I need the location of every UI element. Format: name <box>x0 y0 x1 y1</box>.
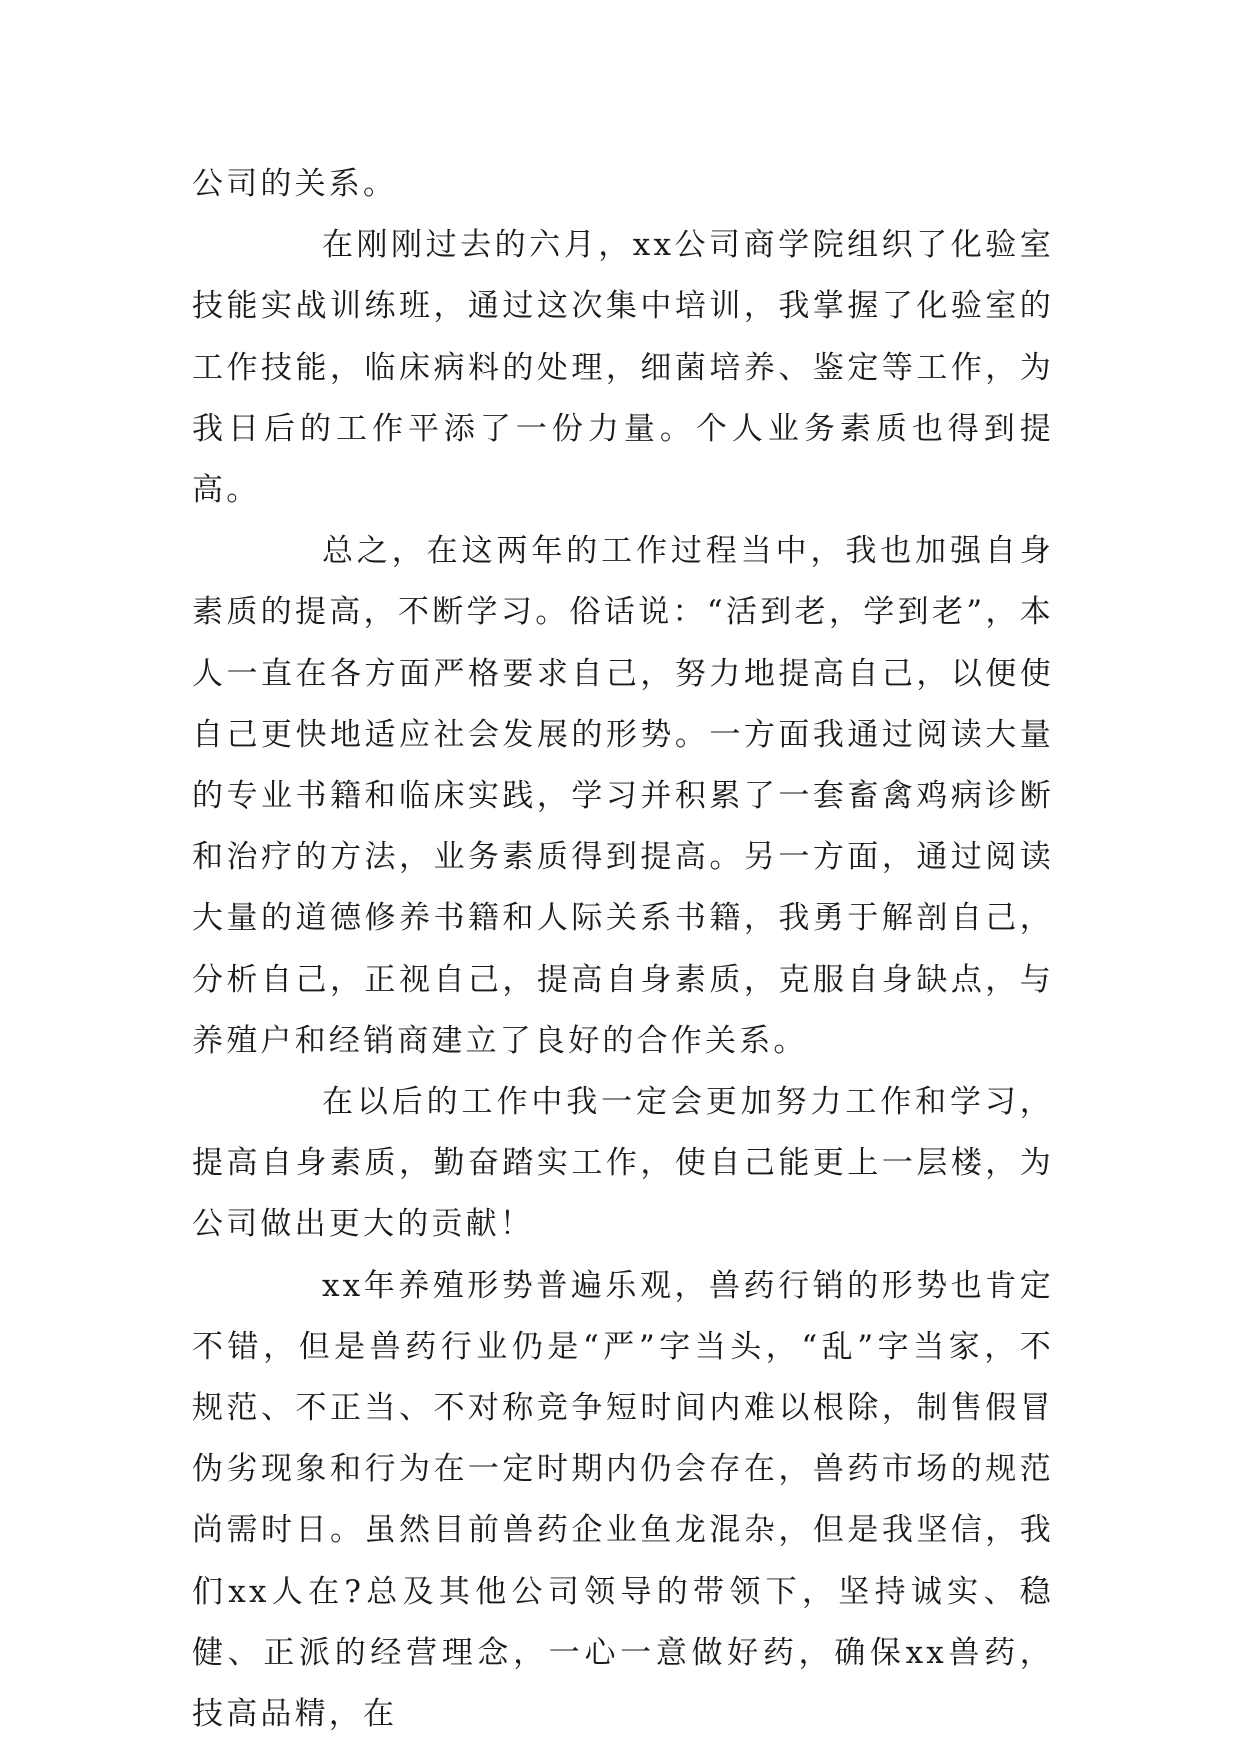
paragraph-5: xx年养殖形势普遍乐观，兽药行销的形势也肯定不错，但是兽药行业仍是“严”字当头，“乱”字当家，不规范、不正当、不对称竞争短时间内难以根除，制售假冒伪劣现象和行为在一定时期内仍会存在，兽药市场的规范尚需时日。虽然目前兽药企业鱼龙混杂，但是我坚信，我们xx人在?总及其他公司领导的带领下，坚持诚实、稳健、正派的经营理念，一心一意做好药，确保xx兽药，技高品精，在 <box>192 1267 1054 1733</box>
paragraph-3: 总之，在这两年的工作过程当中，我也加强自身素质的提高，不断学习。俗话说：“活到老，学到老”，本人一直在各方面严格要求自己，努力地提高自己，以便使自己更快地适应社会发展的形势。一方面我通过阅读大量的专业书籍和临床实践，学习并积累了一套畜禽鸡病诊断和治疗的方法，业务素质得到提高。另一方面，通过阅读大量的道德修养书籍和人际关系书籍，我勇于解剖自己，分析自己，正视自己，提高自身素质，克服自身缺点，与养殖户和经销商建立了良好的合作关系。 <box>192 533 1054 1059</box>
paragraph-2: 在刚刚过去的六月，xx公司商学院组织了化验室技能实战训练班，通过这次集中培训，我掌握了化验室的工作技能，临床病料的处理，细菌培养、鉴定等工作，为我日后的工作平添了一份力量。个人业务素质也得到提高。 <box>192 227 1054 509</box>
paragraph-1: 公司的关系。 <box>192 166 398 202</box>
document-body <box>192 154 1054 1745</box>
paragraph-4: 在以后的工作中我一定会更加努力工作和学习，提高自身素质，勤奋踏实工作，使自己能更上一层楼，为公司做出更大的贡献！ <box>192 1084 1054 1243</box>
